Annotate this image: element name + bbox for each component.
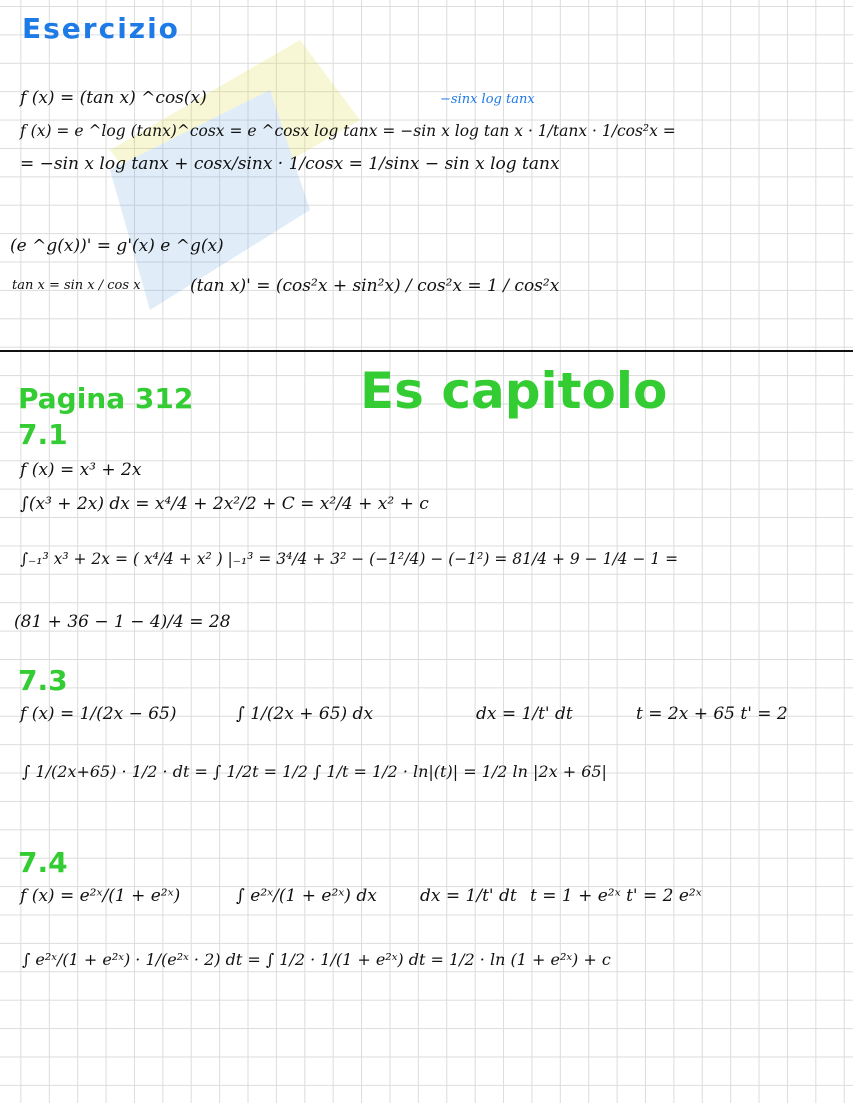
ex71-line-2: ∫(x³ + 2x) dx = x⁴/4 + 2x²/2 + C = x²/4 + x² + c bbox=[20, 494, 429, 514]
exercise-7-4-label: 7.4 bbox=[18, 846, 68, 879]
math-line-6: (tan x)' = (cos²x + sin²x) / cos²x = 1 / cos²x bbox=[190, 276, 560, 296]
ex73-line-5: ∫ 1/(2x+65) · 1/2 · dt = ∫ 1/2t = 1/2 ∫ 1/t = 1/2 · ln|(t)| = 1/2 ln |2x + 65| bbox=[22, 762, 607, 781]
exercise-7-1-label: 7.1 bbox=[18, 418, 68, 451]
ex74-line-3: dx = 1/t' dt bbox=[420, 886, 517, 906]
ex74-line-1: f (x) = e²ˣ/(1 + e²ˣ) bbox=[20, 886, 181, 906]
chapter-label: Es capitolo bbox=[360, 362, 668, 420]
section-title-esercizio: Esercizio bbox=[22, 12, 180, 45]
ex73-line-1: f (x) = 1/(2x − 65) bbox=[20, 704, 177, 724]
math-line-1: f (x) = (tan x) ^cos(x) bbox=[20, 88, 207, 108]
math-line-5: tan x = sin x / cos x bbox=[12, 278, 141, 293]
math-line-2: f (x) = e ^log (tanx)^cosx = e ^cosx log tanx = −sin x log tan x · 1/tanx · 1/cos²x = bbox=[20, 122, 676, 140]
ex74-line-2: ∫ e²ˣ/(1 + e²ˣ) dx bbox=[236, 886, 377, 906]
ex73-line-3: dx = 1/t' dt bbox=[476, 704, 573, 724]
ex71-line-1: f (x) = x³ + 2x bbox=[20, 460, 142, 480]
ex71-line-4: (81 + 36 − 1 − 4)/4 = 28 bbox=[14, 612, 231, 632]
section-divider bbox=[0, 350, 853, 352]
page-label: Pagina 312 bbox=[18, 382, 194, 415]
exercise-7-3-label: 7.3 bbox=[18, 664, 68, 697]
ex71-line-3: ∫₋₁³ x³ + 2x = ( x⁴/4 + x² ) |₋₁³ = 3⁴/4 + 3² − (−1²/4) − (−1²) = 81/4 + 9 − 1/4 − 1 = bbox=[20, 550, 679, 568]
ex74-line-5: ∫ e²ˣ/(1 + e²ˣ) · 1/(e²ˣ · 2) dt = ∫ 1/2 · 1/(1 + e²ˣ) dt = 1/2 · ln (1 + e²ˣ) + c bbox=[22, 950, 611, 969]
side-note: −sinx log tanx bbox=[440, 92, 535, 107]
math-line-3: = −sin x log tanx + cosx/sinx · 1/cosx = 1/sinx − sin x log tanx bbox=[20, 154, 560, 174]
ex74-line-4: t = 1 + e²ˣ t' = 2 e²ˣ bbox=[530, 886, 702, 906]
ex73-line-2: ∫ 1/(2x + 65) dx bbox=[236, 704, 374, 724]
math-line-4: (e ^g(x))' = g'(x) e ^g(x) bbox=[10, 236, 224, 256]
watermark-logo bbox=[70, 30, 370, 350]
ex73-line-4: t = 2x + 65 t' = 2 bbox=[636, 704, 788, 724]
